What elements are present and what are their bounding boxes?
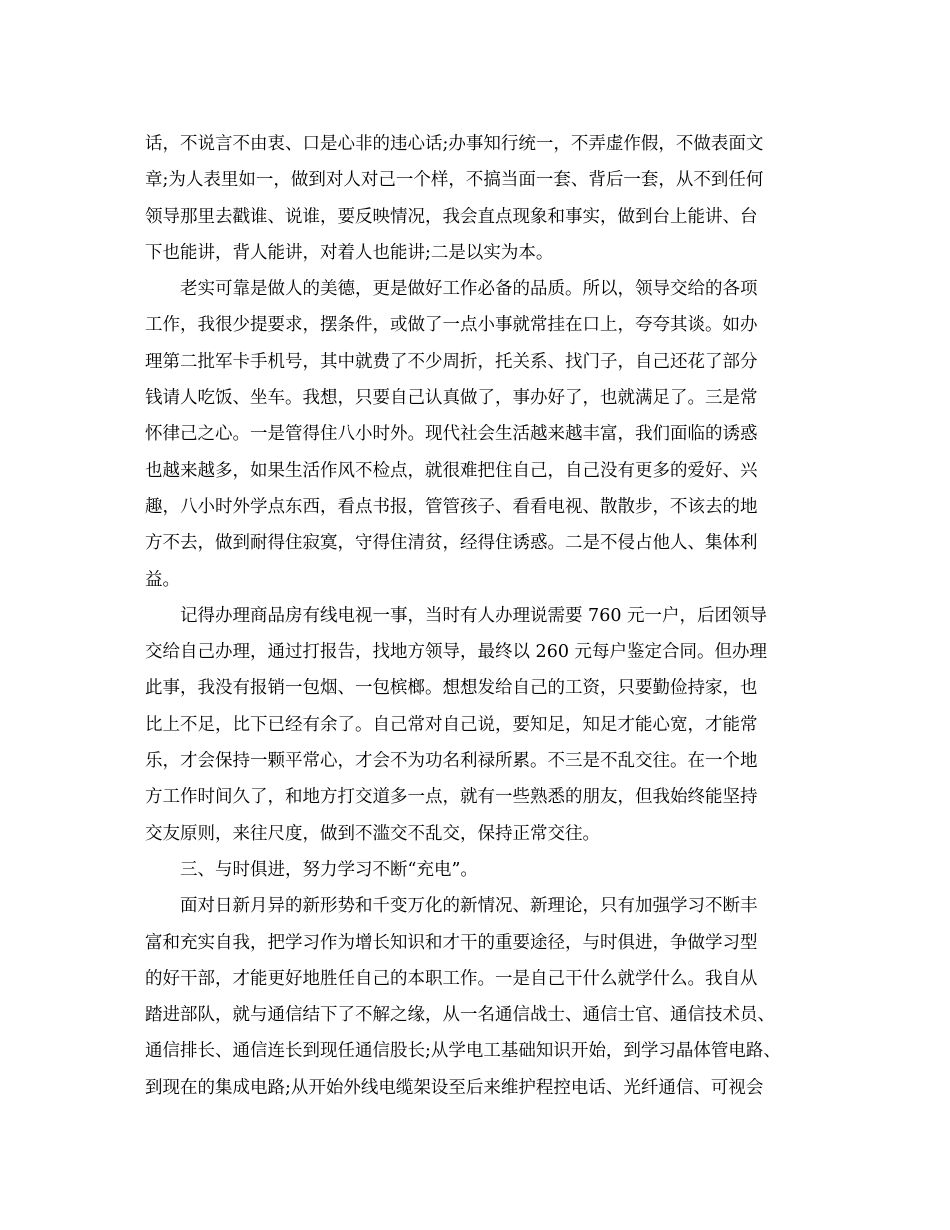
text-line: 此事，我没有报销一包烟、一包槟榔。想想发给自己的工资，只要勤俭持家，也 [145, 678, 758, 699]
text-line: 方不去，做到耐得住寂寞，守得住清贫，经得住诱惑。二是不侵占他人、集体利 [145, 533, 758, 554]
text-line: 方工作时间久了，和地方打交道多一点，就有一些熟悉的朋友，但我始终能坚持 [145, 787, 758, 808]
section-heading: 三、与时俱进，努力学习不断“充电”。 [145, 859, 478, 880]
text-line: 理第二批军卡手机号，其中就费了不少周折，托关系、找门子，自己还花了部分 [145, 351, 758, 372]
text-line: 富和充实自我，把学习作为增长知识和才干的重要途径，与时俱进，争做学习型 [145, 932, 758, 953]
text-line: 工作，我很少提要求，摆条件，或做了一点小事就常挂在口上，夸夸其谈。如办 [145, 315, 758, 336]
text-line: 比上不足，比下已经有余了。自己常对自己说，要知足，知足才能心宽，才能常 [145, 714, 758, 735]
text-line: 通信排长、通信连长到现任通信股长;从学电工基础知识开始，到学习晶体管电路、 [145, 1041, 781, 1062]
text-line: 趣，八小时外学点东西，看点书报，管管孩子、看看电视、散散步，不该去的地 [145, 496, 758, 517]
text-line: 的好干部，才能更好地胜任自己的本职工作。一是自己干什么就学什么。我自从 [145, 968, 758, 989]
text-line: 益。 [145, 569, 180, 590]
text-line: 面对日新月异的新形势和千变万化的新情况、新理论，只有加强学习不断丰 [145, 896, 758, 917]
document-body [145, 126, 825, 1106]
text-line: 话，不说言不由衷、口是心非的违心话;办事知行统一，不弄虚作假，不做表面文 [145, 134, 764, 154]
text-line: 老实可靠是做人的美德，更是做好工作必备的品质。所以，领导交给的各项 [145, 279, 758, 300]
text-line: 章;为人表里如一，做到对人对己一个样，不搞当面一套、背后一套，从不到任何 [145, 170, 764, 191]
text-line: 交给自己办理，通过打报告，找地方领导，最终以 260 元每户鉴定合同。但办理 [145, 642, 768, 663]
text-line: 踏进部队，就与通信结下了不解之缘，从一名通信战士、通信士官、通信技术员、 [145, 1005, 775, 1026]
text-line: 交友原则，来往尺度，做到不滥交不乱交，保持正常交往。 [145, 823, 600, 844]
text-line: 也越来越多，如果生活作风不检点，就很难把住自己，自己没有更多的爱好、兴 [145, 460, 758, 481]
text-line: 到现在的集成电路;从开始外线电缆架设至后来维护程控电话、光纤通信、可视会 [145, 1077, 764, 1098]
text-line: 乐，才会保持一颗平常心，才会不为功名利禄所累。不三是不乱交往。在一个地 [145, 751, 758, 772]
text-line: 领导那里去戳谁、说谁，要反映情况，我会直点现象和事实，做到台上能讲、台 [145, 206, 758, 227]
text-line: 怀律己之心。一是管得住八小时外。现代社会生活越来越丰富，我们面临的诱惑 [145, 424, 758, 445]
text-line: 下也能讲，背人能讲，对着人也能讲;二是以实为本。 [145, 242, 554, 263]
text-line: 钱请人吃饭、坐车。我想，只要自己认真做了，事办好了，也就满足了。三是常 [145, 388, 758, 409]
text-line: 记得办理商品房有线电视一事，当时有人办理说需要 760 元一户，后团领导 [145, 605, 768, 626]
